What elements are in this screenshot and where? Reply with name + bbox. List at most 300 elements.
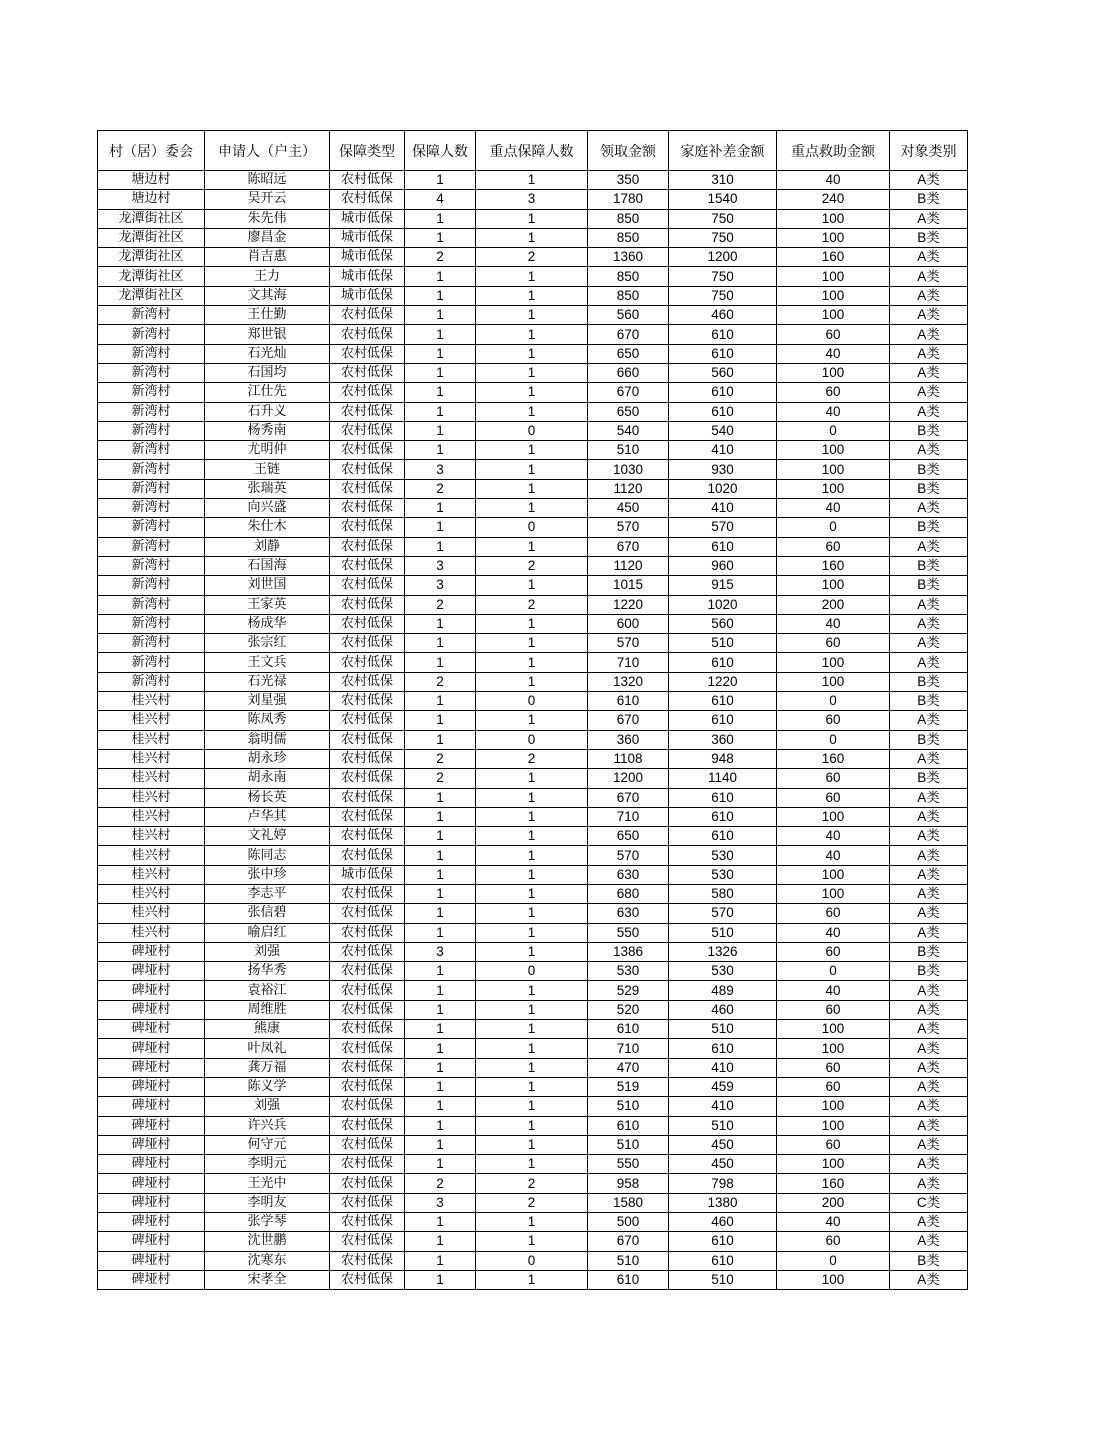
cell-received-amount: 1386	[588, 942, 669, 961]
table-row	[98, 672, 968, 691]
cell-key-relief-amount: 100	[777, 363, 890, 382]
cell-object-category: A类	[890, 827, 968, 846]
cell-received-amount: 610	[588, 1270, 669, 1289]
table-row	[98, 190, 968, 209]
cell-family-subsidy: 610	[669, 653, 777, 672]
cell-received-amount: 630	[588, 904, 669, 923]
cell-guarantee-count: 1	[405, 962, 476, 981]
cell-received-amount: 1120	[588, 556, 669, 575]
cell-family-subsidy: 750	[669, 286, 777, 305]
cell-guarantee-type: 农村低保	[330, 1000, 405, 1019]
table-row	[98, 1000, 968, 1019]
table-row	[98, 730, 968, 749]
cell-guarantee-type: 农村低保	[330, 421, 405, 440]
cell-object-category: A类	[890, 209, 968, 228]
cell-key-guarantee-count: 0	[476, 692, 588, 711]
cell-received-amount: 958	[588, 1174, 669, 1193]
cell-guarantee-count: 1	[405, 325, 476, 344]
cell-guarantee-type: 农村低保	[330, 1039, 405, 1058]
cell-guarantee-count: 1	[405, 846, 476, 865]
cell-key-guarantee-count: 1	[476, 576, 588, 595]
cell-received-amount: 510	[588, 1097, 669, 1116]
cell-key-guarantee-count: 1	[476, 1020, 588, 1039]
cell-key-relief-amount: 60	[777, 769, 890, 788]
cell-received-amount: 1015	[588, 576, 669, 595]
cell-key-guarantee-count: 1	[476, 807, 588, 826]
cell-key-relief-amount: 100	[777, 460, 890, 479]
subsistence-allowance-table	[97, 130, 968, 1290]
cell-guarantee-count: 1	[405, 1270, 476, 1289]
cell-guarantee-type: 农村低保	[330, 614, 405, 633]
cell-object-category: A类	[890, 1232, 968, 1251]
cell-guarantee-count: 1	[405, 228, 476, 247]
cell-committee: 碑垭村	[98, 1039, 205, 1058]
cell-guarantee-count: 2	[405, 248, 476, 267]
cell-key-guarantee-count: 1	[476, 402, 588, 421]
cell-guarantee-count: 1	[405, 981, 476, 1000]
cell-received-amount: 550	[588, 923, 669, 942]
cell-object-category: C类	[890, 1193, 968, 1212]
cell-object-category: A类	[890, 711, 968, 730]
cell-guarantee-count: 1	[405, 306, 476, 325]
cell-applicant: 胡永珍	[205, 749, 330, 768]
table-row	[98, 344, 968, 363]
cell-object-category: A类	[890, 1213, 968, 1232]
cell-guarantee-type: 农村低保	[330, 1193, 405, 1212]
cell-key-relief-amount: 100	[777, 228, 890, 247]
cell-guarantee-count: 1	[405, 827, 476, 846]
cell-family-subsidy: 530	[669, 865, 777, 884]
cell-received-amount: 670	[588, 383, 669, 402]
cell-object-category: A类	[890, 634, 968, 653]
cell-committee: 桂兴村	[98, 769, 205, 788]
table-row	[98, 499, 968, 518]
cell-object-category: A类	[890, 286, 968, 305]
table-row	[98, 267, 968, 286]
cell-key-guarantee-count: 1	[476, 363, 588, 382]
cell-key-relief-amount: 100	[777, 1097, 890, 1116]
cell-key-relief-amount: 40	[777, 1213, 890, 1232]
cell-object-category: A类	[890, 344, 968, 363]
cell-guarantee-type: 农村低保	[330, 576, 405, 595]
cell-guarantee-type: 农村低保	[330, 306, 405, 325]
cell-received-amount: 670	[588, 1232, 669, 1251]
cell-key-relief-amount: 40	[777, 923, 890, 942]
cell-guarantee-type: 农村低保	[330, 479, 405, 498]
cell-family-subsidy: 410	[669, 1097, 777, 1116]
cell-guarantee-count: 1	[405, 499, 476, 518]
table-row	[98, 1039, 968, 1058]
cell-key-guarantee-count: 2	[476, 1174, 588, 1193]
table-row	[98, 1270, 968, 1289]
cell-key-guarantee-count: 2	[476, 248, 588, 267]
table-row	[98, 923, 968, 942]
cell-key-guarantee-count: 1	[476, 460, 588, 479]
cell-received-amount: 570	[588, 634, 669, 653]
table-row	[98, 421, 968, 440]
cell-applicant: 石光灿	[205, 344, 330, 363]
cell-object-category: B类	[890, 556, 968, 575]
cell-applicant: 杨秀南	[205, 421, 330, 440]
cell-object-category: A类	[890, 1270, 968, 1289]
table-row	[98, 827, 968, 846]
cell-applicant: 许兴兵	[205, 1116, 330, 1135]
cell-guarantee-type: 农村低保	[330, 499, 405, 518]
cell-family-subsidy: 450	[669, 1155, 777, 1174]
cell-key-guarantee-count: 1	[476, 1039, 588, 1058]
cell-committee: 龙潭街社区	[98, 267, 205, 286]
cell-received-amount: 850	[588, 209, 669, 228]
cell-applicant: 石国均	[205, 363, 330, 382]
cell-key-relief-amount: 100	[777, 865, 890, 884]
cell-guarantee-type: 农村低保	[330, 846, 405, 865]
cell-key-relief-amount: 60	[777, 1000, 890, 1019]
cell-applicant: 李志平	[205, 884, 330, 903]
cell-committee: 碑垭村	[98, 1135, 205, 1154]
header-applicant: 申请人（户主）	[205, 131, 330, 171]
cell-received-amount: 850	[588, 228, 669, 247]
cell-committee: 碑垭村	[98, 1251, 205, 1270]
cell-guarantee-type: 农村低保	[330, 1097, 405, 1116]
cell-committee: 新湾村	[98, 614, 205, 633]
cell-committee: 新湾村	[98, 383, 205, 402]
cell-family-subsidy: 580	[669, 884, 777, 903]
cell-applicant: 张学琴	[205, 1213, 330, 1232]
cell-applicant: 张中珍	[205, 865, 330, 884]
cell-guarantee-count: 1	[405, 1077, 476, 1096]
cell-guarantee-count: 2	[405, 1174, 476, 1193]
cell-object-category: A类	[890, 1135, 968, 1154]
cell-key-guarantee-count: 1	[476, 981, 588, 1000]
cell-committee: 新湾村	[98, 672, 205, 691]
cell-key-relief-amount: 160	[777, 749, 890, 768]
cell-committee: 新湾村	[98, 363, 205, 382]
table-row	[98, 884, 968, 903]
cell-applicant: 张宗红	[205, 634, 330, 653]
cell-guarantee-type: 城市低保	[330, 228, 405, 247]
cell-key-relief-amount: 60	[777, 942, 890, 961]
cell-key-relief-amount: 160	[777, 556, 890, 575]
cell-object-category: A类	[890, 171, 968, 190]
cell-key-guarantee-count: 1	[476, 344, 588, 363]
cell-guarantee-count: 4	[405, 190, 476, 209]
cell-applicant: 张信碧	[205, 904, 330, 923]
cell-committee: 新湾村	[98, 595, 205, 614]
cell-key-guarantee-count: 1	[476, 209, 588, 228]
cell-guarantee-type: 农村低保	[330, 1155, 405, 1174]
cell-key-relief-amount: 0	[777, 962, 890, 981]
cell-family-subsidy: 560	[669, 614, 777, 633]
cell-family-subsidy: 460	[669, 1000, 777, 1019]
cell-object-category: B类	[890, 962, 968, 981]
cell-committee: 新湾村	[98, 653, 205, 672]
table-row	[98, 1193, 968, 1212]
cell-object-category: A类	[890, 1000, 968, 1019]
cell-key-relief-amount: 100	[777, 209, 890, 228]
cell-key-relief-amount: 60	[777, 1232, 890, 1251]
cell-committee: 碑垭村	[98, 1213, 205, 1232]
cell-committee: 新湾村	[98, 576, 205, 595]
cell-key-guarantee-count: 1	[476, 827, 588, 846]
cell-committee: 碑垭村	[98, 1077, 205, 1096]
cell-family-subsidy: 610	[669, 325, 777, 344]
cell-applicant: 熊康	[205, 1020, 330, 1039]
cell-received-amount: 450	[588, 499, 669, 518]
table-row	[98, 537, 968, 556]
cell-applicant: 吴开云	[205, 190, 330, 209]
cell-received-amount: 510	[588, 1251, 669, 1270]
cell-guarantee-type: 农村低保	[330, 383, 405, 402]
cell-applicant: 江仕先	[205, 383, 330, 402]
cell-guarantee-count: 1	[405, 904, 476, 923]
cell-key-guarantee-count: 1	[476, 479, 588, 498]
cell-applicant: 刘强	[205, 1097, 330, 1116]
table-row	[98, 1020, 968, 1039]
cell-guarantee-count: 1	[405, 730, 476, 749]
table-row	[98, 981, 968, 1000]
cell-guarantee-type: 农村低保	[330, 692, 405, 711]
cell-received-amount: 610	[588, 692, 669, 711]
cell-key-relief-amount: 60	[777, 711, 890, 730]
cell-family-subsidy: 750	[669, 209, 777, 228]
cell-object-category: B类	[890, 730, 968, 749]
cell-key-relief-amount: 40	[777, 614, 890, 633]
cell-object-category: A类	[890, 1155, 968, 1174]
cell-key-relief-amount: 100	[777, 653, 890, 672]
cell-object-category: A类	[890, 884, 968, 903]
cell-key-guarantee-count: 1	[476, 1135, 588, 1154]
cell-committee: 塘边村	[98, 190, 205, 209]
cell-guarantee-count: 1	[405, 344, 476, 363]
table-row	[98, 383, 968, 402]
cell-guarantee-count: 1	[405, 865, 476, 884]
header-received-amount: 领取金额	[588, 131, 669, 171]
cell-guarantee-count: 1	[405, 363, 476, 382]
cell-guarantee-count: 1	[405, 1213, 476, 1232]
cell-object-category: B类	[890, 228, 968, 247]
table-row	[98, 614, 968, 633]
cell-family-subsidy: 1140	[669, 769, 777, 788]
cell-received-amount: 470	[588, 1058, 669, 1077]
cell-family-subsidy: 610	[669, 537, 777, 556]
cell-applicant: 尤明仲	[205, 441, 330, 460]
cell-guarantee-type: 农村低保	[330, 1116, 405, 1135]
cell-family-subsidy: 560	[669, 363, 777, 382]
cell-family-subsidy: 510	[669, 1020, 777, 1039]
cell-guarantee-type: 农村低保	[330, 942, 405, 961]
cell-family-subsidy: 1220	[669, 672, 777, 691]
cell-received-amount: 540	[588, 421, 669, 440]
cell-key-relief-amount: 100	[777, 1039, 890, 1058]
cell-object-category: A类	[890, 441, 968, 460]
cell-committee: 新湾村	[98, 306, 205, 325]
cell-applicant: 王文兵	[205, 653, 330, 672]
cell-key-relief-amount: 100	[777, 1270, 890, 1289]
cell-applicant: 王光中	[205, 1174, 330, 1193]
cell-committee: 桂兴村	[98, 904, 205, 923]
cell-received-amount: 1780	[588, 190, 669, 209]
cell-guarantee-count: 1	[405, 1232, 476, 1251]
cell-key-relief-amount: 100	[777, 1155, 890, 1174]
cell-guarantee-count: 1	[405, 383, 476, 402]
cell-family-subsidy: 610	[669, 692, 777, 711]
cell-family-subsidy: 489	[669, 981, 777, 1000]
table-row	[98, 286, 968, 305]
cell-committee: 桂兴村	[98, 807, 205, 826]
cell-applicant: 文其海	[205, 286, 330, 305]
cell-committee: 桂兴村	[98, 730, 205, 749]
cell-committee: 新湾村	[98, 460, 205, 479]
cell-key-relief-amount: 160	[777, 1174, 890, 1193]
cell-received-amount: 610	[588, 1020, 669, 1039]
cell-applicant: 石国海	[205, 556, 330, 575]
cell-guarantee-type: 城市低保	[330, 248, 405, 267]
cell-received-amount: 360	[588, 730, 669, 749]
table-row	[98, 749, 968, 768]
header-row	[98, 131, 968, 171]
cell-key-guarantee-count: 1	[476, 537, 588, 556]
table-row	[98, 1116, 968, 1135]
cell-guarantee-type: 农村低保	[330, 1020, 405, 1039]
cell-key-guarantee-count: 1	[476, 1058, 588, 1077]
cell-guarantee-count: 3	[405, 576, 476, 595]
cell-committee: 碑垭村	[98, 1155, 205, 1174]
cell-key-relief-amount: 100	[777, 267, 890, 286]
table-row	[98, 634, 968, 653]
cell-key-relief-amount: 60	[777, 788, 890, 807]
cell-guarantee-count: 1	[405, 1251, 476, 1270]
cell-key-relief-amount: 100	[777, 441, 890, 460]
cell-key-relief-amount: 60	[777, 325, 890, 344]
cell-committee: 碑垭村	[98, 1193, 205, 1212]
cell-object-category: B类	[890, 421, 968, 440]
cell-committee: 碑垭村	[98, 1270, 205, 1289]
cell-object-category: A类	[890, 1077, 968, 1096]
cell-guarantee-count: 1	[405, 421, 476, 440]
cell-object-category: B类	[890, 1251, 968, 1270]
cell-object-category: A类	[890, 325, 968, 344]
cell-key-relief-amount: 160	[777, 248, 890, 267]
cell-guarantee-count: 1	[405, 1058, 476, 1077]
cell-key-relief-amount: 60	[777, 634, 890, 653]
cell-received-amount: 550	[588, 1155, 669, 1174]
cell-guarantee-count: 1	[405, 1135, 476, 1154]
cell-committee: 新湾村	[98, 421, 205, 440]
cell-guarantee-type: 农村低保	[330, 904, 405, 923]
cell-guarantee-count: 3	[405, 942, 476, 961]
cell-key-guarantee-count: 1	[476, 325, 588, 344]
cell-object-category: A类	[890, 807, 968, 826]
cell-key-relief-amount: 100	[777, 576, 890, 595]
cell-family-subsidy: 610	[669, 383, 777, 402]
cell-object-category: B类	[890, 769, 968, 788]
cell-object-category: A类	[890, 846, 968, 865]
cell-key-relief-amount: 40	[777, 344, 890, 363]
cell-guarantee-type: 农村低保	[330, 518, 405, 537]
cell-key-guarantee-count: 1	[476, 614, 588, 633]
cell-key-relief-amount: 40	[777, 846, 890, 865]
cell-guarantee-count: 1	[405, 286, 476, 305]
cell-committee: 新湾村	[98, 518, 205, 537]
cell-guarantee-count: 1	[405, 518, 476, 537]
cell-family-subsidy: 960	[669, 556, 777, 575]
cell-guarantee-type: 农村低保	[330, 749, 405, 768]
table-row	[98, 807, 968, 826]
cell-applicant: 袁裕江	[205, 981, 330, 1000]
cell-family-subsidy: 410	[669, 1058, 777, 1077]
cell-received-amount: 670	[588, 325, 669, 344]
cell-object-category: A类	[890, 499, 968, 518]
cell-guarantee-type: 农村低保	[330, 769, 405, 788]
cell-committee: 碑垭村	[98, 1000, 205, 1019]
cell-guarantee-type: 农村低保	[330, 711, 405, 730]
cell-received-amount: 500	[588, 1213, 669, 1232]
cell-family-subsidy: 610	[669, 788, 777, 807]
cell-object-category: A类	[890, 749, 968, 768]
cell-family-subsidy: 1020	[669, 479, 777, 498]
cell-committee: 桂兴村	[98, 749, 205, 768]
cell-key-guarantee-count: 2	[476, 595, 588, 614]
cell-key-guarantee-count: 1	[476, 499, 588, 518]
cell-received-amount: 510	[588, 1135, 669, 1154]
cell-guarantee-type: 农村低保	[330, 441, 405, 460]
table-row	[98, 692, 968, 711]
cell-key-relief-amount: 100	[777, 479, 890, 498]
cell-committee: 碑垭村	[98, 1097, 205, 1116]
table-row	[98, 306, 968, 325]
cell-key-guarantee-count: 1	[476, 383, 588, 402]
cell-guarantee-count: 1	[405, 788, 476, 807]
cell-family-subsidy: 930	[669, 460, 777, 479]
table-row	[98, 248, 968, 267]
cell-key-relief-amount: 40	[777, 499, 890, 518]
cell-guarantee-count: 1	[405, 711, 476, 730]
cell-family-subsidy: 610	[669, 402, 777, 421]
cell-applicant: 沈寒东	[205, 1251, 330, 1270]
table-row	[98, 209, 968, 228]
cell-family-subsidy: 460	[669, 1213, 777, 1232]
cell-family-subsidy: 510	[669, 923, 777, 942]
cell-key-guarantee-count: 1	[476, 171, 588, 190]
cell-object-category: A类	[890, 1174, 968, 1193]
cell-guarantee-count: 1	[405, 537, 476, 556]
table-row	[98, 942, 968, 961]
cell-key-guarantee-count: 0	[476, 1251, 588, 1270]
cell-applicant: 朱先伟	[205, 209, 330, 228]
table-row	[98, 479, 968, 498]
cell-committee: 桂兴村	[98, 865, 205, 884]
cell-committee: 新湾村	[98, 441, 205, 460]
table-row	[98, 1058, 968, 1077]
cell-object-category: A类	[890, 363, 968, 382]
cell-guarantee-type: 农村低保	[330, 730, 405, 749]
cell-key-guarantee-count: 1	[476, 769, 588, 788]
cell-key-relief-amount: 100	[777, 672, 890, 691]
cell-received-amount: 670	[588, 788, 669, 807]
cell-applicant: 宋孝全	[205, 1270, 330, 1289]
table-row	[98, 865, 968, 884]
cell-object-category: A类	[890, 537, 968, 556]
cell-applicant: 王仕勤	[205, 306, 330, 325]
cell-family-subsidy: 510	[669, 1116, 777, 1135]
cell-key-guarantee-count: 1	[476, 904, 588, 923]
cell-committee: 桂兴村	[98, 884, 205, 903]
cell-family-subsidy: 750	[669, 267, 777, 286]
cell-received-amount: 1200	[588, 769, 669, 788]
cell-key-guarantee-count: 1	[476, 228, 588, 247]
cell-applicant: 王家英	[205, 595, 330, 614]
cell-committee: 龙潭街社区	[98, 228, 205, 247]
